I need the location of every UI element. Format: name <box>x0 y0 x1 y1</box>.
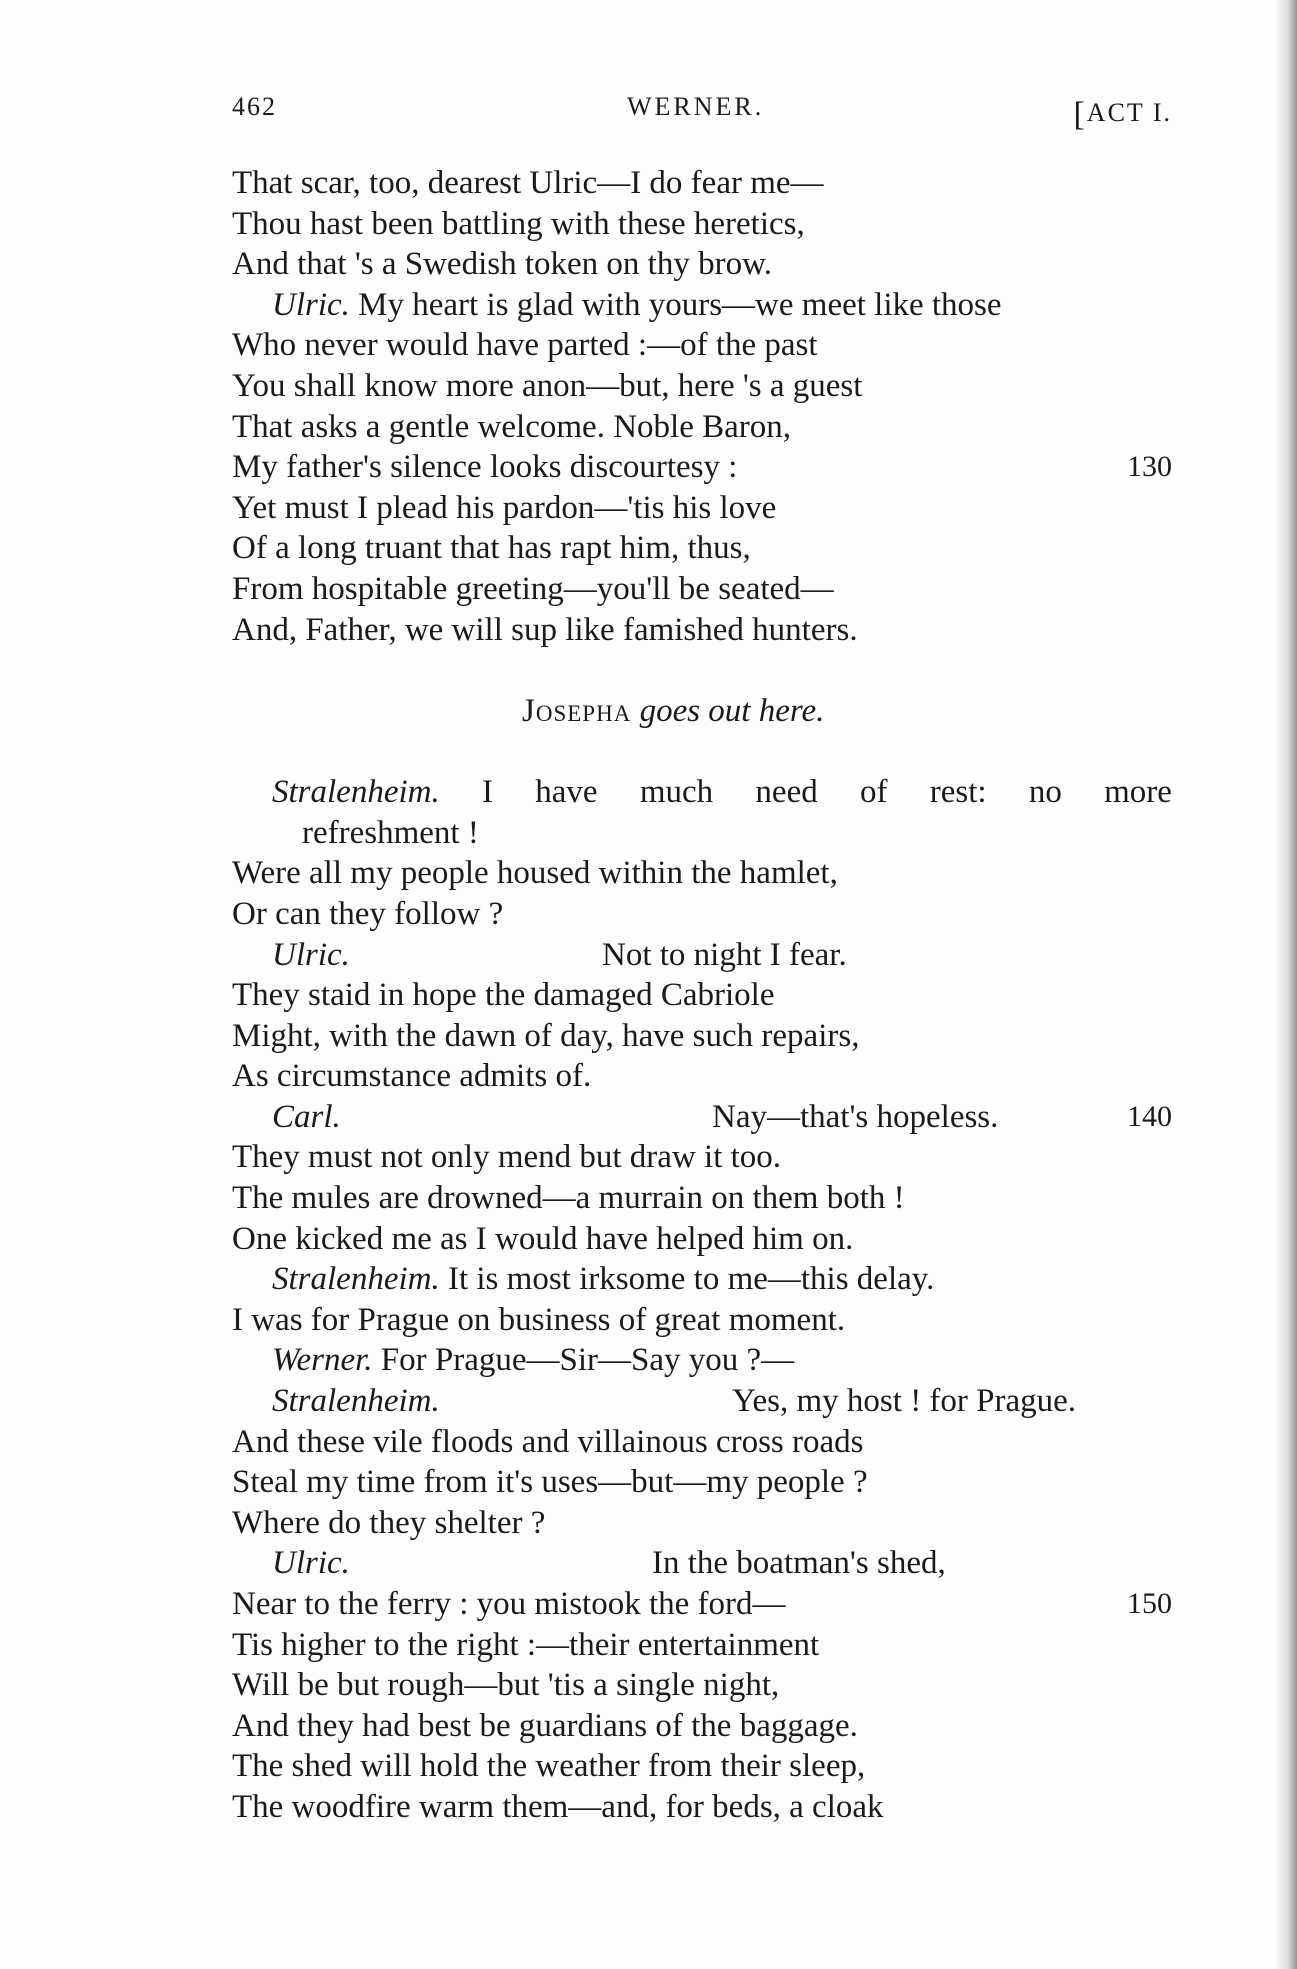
act-label: ACT I. <box>1086 98 1172 127</box>
verse-text-span: Near to the ferry : you mistook the ford— <box>232 1586 786 1622</box>
speech-text: For Prague—Sir—Say you ?— <box>380 1342 795 1379</box>
speaker-name: Ulric. <box>272 936 350 973</box>
verse-line: Steal my time from it's uses—but—my people ? <box>232 1464 868 1501</box>
verse-line: Or can they follow ? <box>232 895 504 932</box>
speech-word: need <box>755 774 818 811</box>
verse-line: And that 's a Swedish token on thy brow. <box>232 246 773 283</box>
verse-line: The woodfire warm them—and, for beds, a cloak <box>232 1788 884 1825</box>
speaker-name: Carl. <box>272 1098 341 1135</box>
verse-line: The shed will hold the weather from their sleep, <box>232 1748 866 1785</box>
line-number: 150 <box>1127 1587 1172 1620</box>
verse-line: That asks a gentle welcome. Noble Baron, <box>232 408 791 445</box>
verse-text-span: My father's silence looks discourtesy : <box>232 449 738 486</box>
speech-word: much <box>639 774 714 811</box>
speech-line <box>232 1259 1172 1300</box>
speech-text: Nay—that's hopeless. <box>712 1098 999 1135</box>
verse-line: They staid in hope the damaged Cabriole <box>232 977 775 1014</box>
act-marker <box>1073 92 1172 133</box>
verse-line: Tis higher to the right :—their entertainment <box>232 1626 820 1663</box>
verse-line: Who never would have parted :—of the past <box>232 327 818 364</box>
speech-line <box>232 935 1172 976</box>
verse-line <box>232 447 1172 488</box>
speaker-name: Ulric. <box>272 286 350 323</box>
verse-line: Of a long truant that has rapt him, thus, <box>232 530 751 567</box>
stage-direction <box>232 650 1172 772</box>
stage-character: Josepha <box>522 693 632 730</box>
page-number: 462 <box>232 92 277 121</box>
line-number: 140 <box>1127 1099 1172 1133</box>
running-title: WERNER. <box>627 92 765 121</box>
verse-line: And, Father, we will sup like famished hunters. <box>232 611 858 648</box>
speaker-name: Stralenheim. <box>272 774 440 811</box>
verse-line: Thou hast been battling with these heretics, <box>232 205 805 242</box>
speech-text: Yes, my host ! for Prague. <box>732 1383 1077 1420</box>
speaker-name: Stralenheim. <box>272 1261 440 1298</box>
verse-line: Were all my people housed within the hamlet, <box>232 855 838 892</box>
speech-text: My heart is glad with yours—we meet like those <box>358 286 1002 323</box>
verse-line: From hospitable greeting—you'll be seated— <box>232 570 834 607</box>
verse-line: Might, with the dawn of day, have such repairs, <box>232 1017 860 1054</box>
speech-word: rest: <box>929 774 987 811</box>
speech-text: It is most irksome to me—this delay. <box>447 1261 935 1298</box>
speech-word: no <box>1028 774 1062 811</box>
verse-line: refreshment ! <box>302 814 479 851</box>
speech-line <box>232 1543 1172 1584</box>
speech-word: have <box>535 774 598 811</box>
verse-line: I was for Prague on business of great moment. <box>232 1301 846 1338</box>
speech-line <box>232 285 1172 326</box>
speaker-name: Ulric. <box>272 1545 350 1582</box>
speech-line <box>232 1340 1172 1381</box>
verse-line: And they had best be guardians of the baggage. <box>232 1707 858 1744</box>
verse-line: They must not only mend but draw it too. <box>232 1139 782 1176</box>
verse-line: And these vile floods and villainous cross roads <box>232 1423 864 1460</box>
verse-line: One kicked me as I would have helped him on. <box>232 1220 854 1257</box>
running-head <box>232 92 1172 132</box>
verse-line: Yet must I plead his pardon—'tis his love <box>232 489 777 526</box>
verse-line: Will be but rough—but 'tis a single night, <box>232 1667 780 1704</box>
verse-line: As circumstance admits of. <box>232 1058 592 1095</box>
speech-line <box>232 1381 1172 1422</box>
verse-line: Where do they shelter ? <box>232 1504 546 1541</box>
page-edge-shadow <box>1275 0 1297 1969</box>
speech-word: more <box>1104 774 1172 811</box>
speaker-name: Werner. <box>272 1342 373 1379</box>
line-number: 130 <box>1127 450 1172 484</box>
speech-word: of <box>859 774 888 811</box>
speech-line <box>232 1097 1172 1138</box>
speech-text: Not to night I fear. <box>602 936 847 973</box>
verse-text <box>232 163 1172 1828</box>
verse-line: The mules are drowned—a murrain on them both ! <box>232 1180 905 1217</box>
speaker-name: Stralenheim. <box>272 1383 440 1420</box>
act-bracket: [ <box>1073 96 1085 133</box>
verse-line: You shall know more anon—but, here 's a guest <box>232 367 863 404</box>
speech-text: In the boatman's shed, <box>652 1545 946 1582</box>
verse-line <box>232 1584 1172 1625</box>
speech-line <box>232 772 1172 813</box>
stage-action: goes out here. <box>639 693 825 730</box>
speech-word: I <box>482 774 493 811</box>
verse-line: That scar, too, dearest Ulric—I do fear me— <box>232 165 824 201</box>
